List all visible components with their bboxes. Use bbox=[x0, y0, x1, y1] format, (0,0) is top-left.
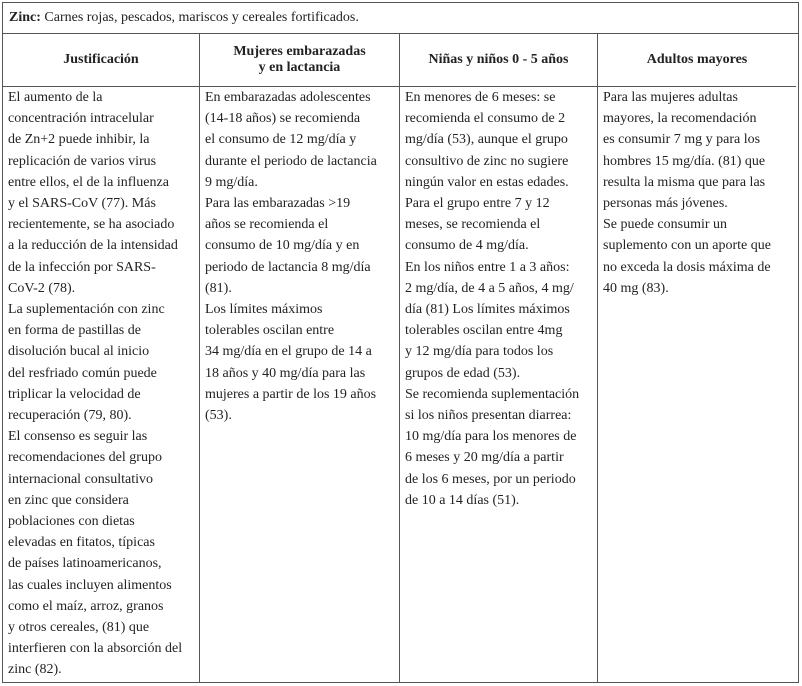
cell-text-line: y 12 mg/día para todos los bbox=[405, 344, 554, 360]
title-text: Carnes rojas, pescados, mariscos y cereales fortificados. bbox=[40, 10, 359, 25]
cell-text-line: mayores, la recomendación bbox=[603, 111, 757, 127]
cell-text-line: elevadas en fitatos, típicas bbox=[8, 535, 155, 551]
cell-text-line: (53). bbox=[205, 408, 232, 424]
cell-text-line: zinc (82). bbox=[8, 662, 62, 678]
cell-text-line: interfieren con la absorción del bbox=[8, 641, 183, 657]
cell-text-line: meses, se recomienda el bbox=[405, 217, 541, 233]
cell-text-line: de la infección por SARS- bbox=[8, 259, 156, 275]
header-ninas-ninos bbox=[400, 34, 598, 87]
cell-text-line: 2 mg/día, de 4 a 5 años, 4 mg/ bbox=[405, 280, 574, 296]
cell-text-line: 10 mg/día para los menores de bbox=[405, 429, 577, 445]
cell-text-line: Para las embarazadas >19 bbox=[205, 196, 351, 212]
cell-text-line: recomienda el consumo de 2 bbox=[405, 111, 566, 127]
cell-text-line: grupos de edad (53). bbox=[405, 365, 521, 381]
cell-text-line: Para las mujeres adultas bbox=[603, 90, 738, 105]
cell-text-line: El aumento de la bbox=[8, 90, 103, 105]
header-adultos-text: Adultos mayores bbox=[646, 52, 748, 67]
cell-mujeres-embarazadas bbox=[200, 87, 400, 683]
cell-text-line: resulta la misma que para las bbox=[603, 174, 766, 190]
cell-text-line: tolerables oscilan entre 4mg bbox=[405, 323, 563, 339]
cell-text-line: (81). bbox=[205, 280, 232, 296]
cell-text-line: recuperación (79, 80). bbox=[8, 408, 132, 424]
cell-text-line: mg/día (53), aunque el grupo bbox=[405, 132, 568, 148]
cell-text-line: y otros cereales, (81) que bbox=[8, 620, 150, 636]
cell-text-line: personas más jóvenes. bbox=[603, 196, 728, 212]
cell-text-line: ningún valor en estas edades. bbox=[405, 174, 569, 190]
cell-text-line: internacional consultativo bbox=[8, 471, 154, 487]
cell-text-line: Se recomienda suplementación bbox=[405, 386, 580, 402]
cell-text-line: las cuales incluyen alimentos bbox=[8, 577, 172, 593]
cell-text-line: entre ellos, el de la influenza bbox=[8, 174, 169, 190]
cell-text-line: (14-18 años) se recomienda bbox=[205, 111, 361, 127]
cell-text-line: consumo de 4 mg/día. bbox=[405, 238, 529, 254]
zinc-table bbox=[2, 2, 799, 683]
cell-text-line: durante el periodo de lactancia bbox=[205, 153, 377, 169]
header-mujeres-text: Mujeres embarazadas y en lactancia bbox=[233, 44, 366, 75]
table-grid bbox=[3, 34, 798, 683]
cell-text-line: En embarazadas adolescentes bbox=[205, 90, 371, 105]
cell-text-line: recientemente, se ha asociado bbox=[8, 217, 175, 233]
cell-text-line: de Zn+2 puede inhibir, la bbox=[8, 132, 150, 148]
cell-text-line: La suplementación con zinc bbox=[8, 302, 165, 318]
cell-text-line: 9 mg/día. bbox=[205, 174, 258, 190]
cell-text-line: tolerables oscilan entre bbox=[205, 323, 335, 339]
cell-text-line: es consumir 7 mg y para los bbox=[603, 132, 761, 148]
header-mujeres-embarazadas bbox=[200, 34, 400, 87]
header-justificacion bbox=[3, 34, 200, 87]
header-adultos-mayores bbox=[598, 34, 796, 87]
cell-text-line: del resfriado común puede bbox=[8, 365, 157, 381]
cell-text-line: hombres 15 mg/día. (81) que bbox=[603, 153, 766, 169]
cell-text-line: años se recomienda el bbox=[205, 217, 329, 233]
cell-text-line: suplemento con un aporte que bbox=[603, 238, 771, 254]
cell-text-line: día (81) Los límites máximos bbox=[405, 302, 570, 318]
cell-text-line: y el SARS-CoV (77). Más bbox=[8, 196, 156, 212]
cell-text-line: CoV-2 (78). bbox=[8, 280, 76, 296]
cell-text-line: periodo de lactancia 8 mg/día bbox=[205, 259, 371, 275]
cell-text-line: En menores de 6 meses: se bbox=[405, 90, 556, 105]
cell-adultos-mayores bbox=[598, 87, 796, 683]
title-label: Zinc: bbox=[9, 10, 41, 25]
cell-text-line: mujeres a partir de los 19 años bbox=[205, 386, 377, 402]
cell-text-line: consultivo de zinc no sugiere bbox=[405, 153, 569, 169]
cell-text-line: a la reducción de la intensidad bbox=[8, 238, 178, 254]
cell-text-line: En los niños entre 1 a 3 años: bbox=[405, 259, 570, 275]
cell-text-line: como el maíz, arroz, granos bbox=[8, 598, 164, 614]
table-title-row bbox=[3, 3, 798, 34]
cell-text-line: El consenso es seguir las bbox=[8, 429, 148, 445]
cell-justificacion bbox=[3, 87, 200, 683]
cell-text-line: de países latinoamericanos, bbox=[8, 556, 162, 572]
cell-text-line: 40 mg (83). bbox=[603, 280, 669, 296]
cell-text-line: triplicar la velocidad de bbox=[8, 386, 141, 402]
cell-text-line: si los niños presentan diarrea: bbox=[405, 408, 572, 424]
header-ninos-text: Niñas y niños 0 - 5 años bbox=[428, 52, 569, 67]
cell-text-line: 18 años y 40 mg/día para las bbox=[205, 365, 366, 381]
cell-ninas-ninos bbox=[400, 87, 598, 683]
cell-text-line: Para el grupo entre 7 y 12 bbox=[405, 196, 550, 212]
cell-text-line: de 10 a 14 días (51). bbox=[405, 492, 520, 508]
header-justificacion-text: Justificación bbox=[63, 52, 139, 67]
cell-text-line: replicación de varios virus bbox=[8, 153, 157, 169]
cell-text-line: Se puede consumir un bbox=[603, 217, 728, 233]
cell-text-line: no exceda la dosis máxima de bbox=[603, 259, 771, 275]
cell-text-line: en forma de pastillas de bbox=[8, 323, 141, 339]
cell-text-line: recomendaciones del grupo bbox=[8, 450, 162, 466]
cell-text-line: 34 mg/día en el grupo de 14 a bbox=[205, 344, 372, 360]
cell-text-line: disolución bucal al inicio bbox=[8, 344, 150, 360]
cell-text-line: el consumo de 12 mg/día y bbox=[205, 132, 357, 148]
cell-text-line: de los 6 meses, por un periodo bbox=[405, 471, 576, 487]
cell-text-line: consumo de 10 mg/día y en bbox=[205, 238, 360, 254]
cell-text-line: en zinc que considera bbox=[8, 492, 129, 508]
cell-text-line: concentración intracelular bbox=[8, 111, 154, 127]
cell-text-line: 6 meses y 20 mg/día a partir bbox=[405, 450, 564, 466]
cell-text-line: Los límites máximos bbox=[205, 302, 323, 318]
cell-text-line: poblaciones con dietas bbox=[8, 514, 135, 530]
